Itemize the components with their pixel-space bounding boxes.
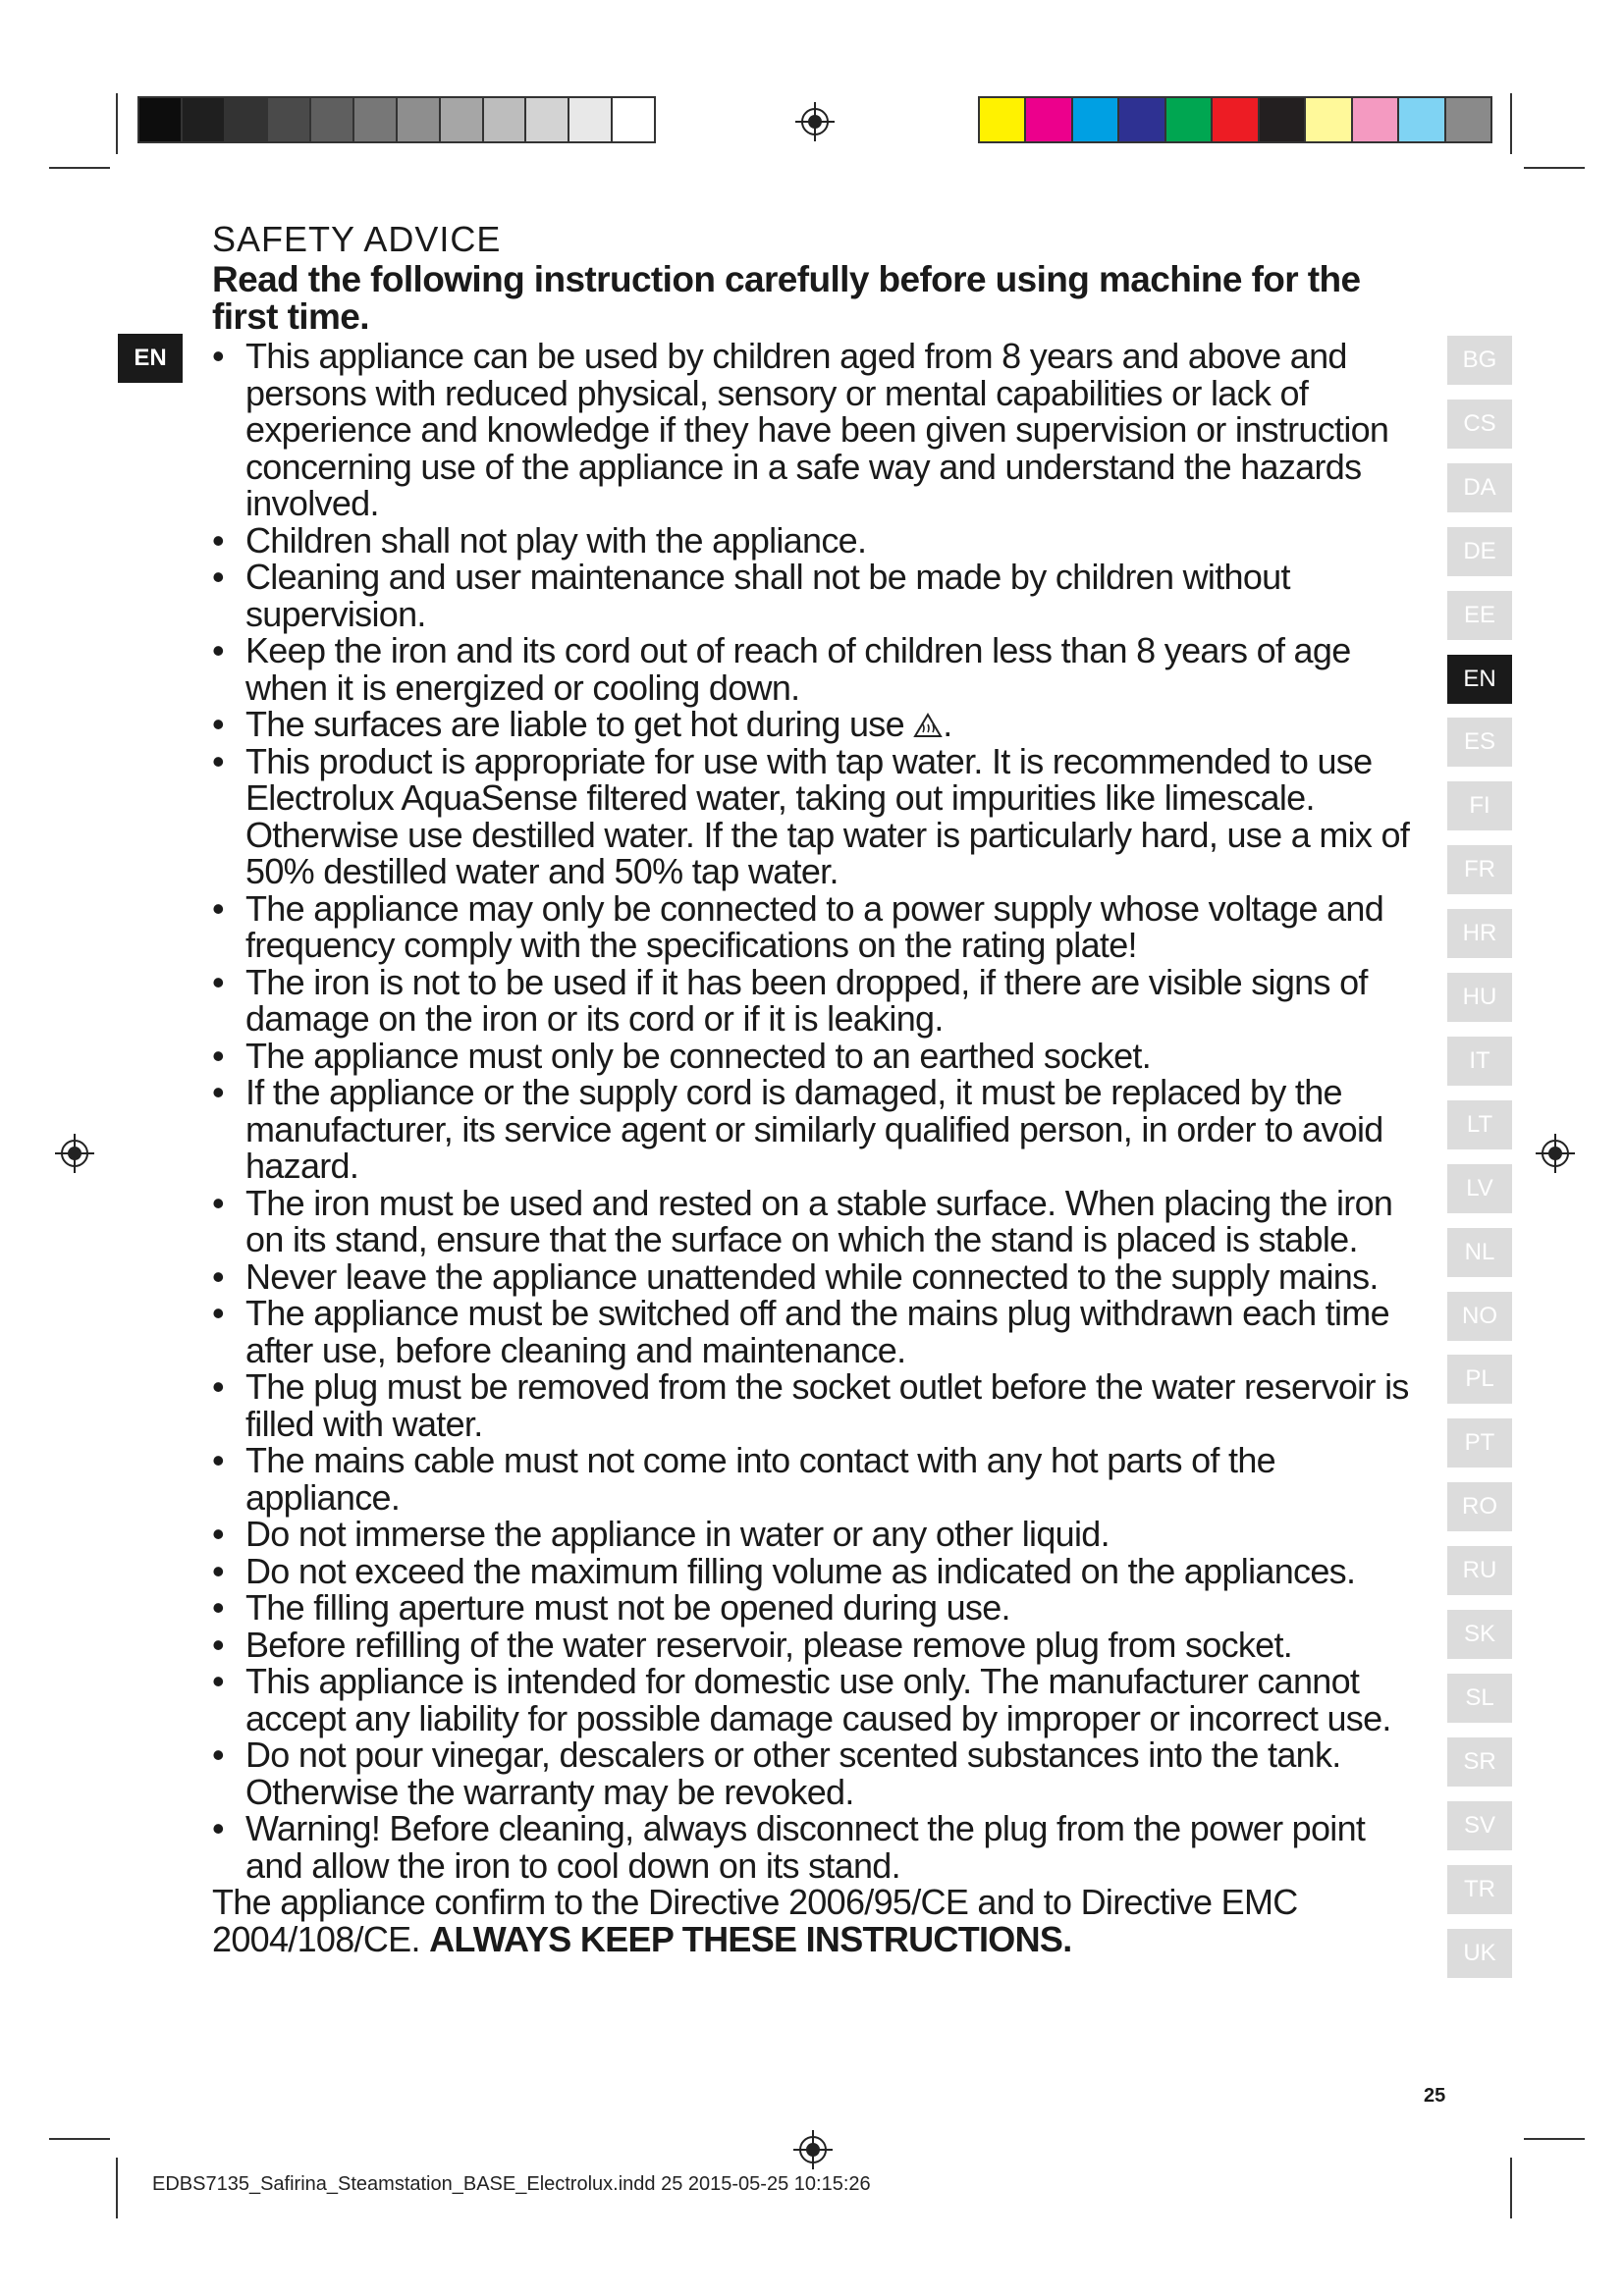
- language-tab-ru: RU: [1447, 1546, 1512, 1595]
- crop-mark: [1524, 2138, 1585, 2140]
- list-item: • The appliance must only be connected to an earthed socket.: [212, 1038, 1430, 1075]
- list-item: • The appliance must be switched off and the mains plug withdrawn each time after use, before cleaning and maintenance.: [212, 1295, 1430, 1368]
- list-item: • The plug must be removed from the socket outlet before the water reservoir is filled with water.: [212, 1368, 1430, 1442]
- language-tab-de: DE: [1447, 527, 1512, 576]
- list-item: • The mains cable must not come into contact with any hot parts of the appliance.: [212, 1442, 1430, 1516]
- language-tab-es: ES: [1447, 718, 1512, 767]
- language-tab-no: NO: [1447, 1292, 1512, 1341]
- list-item: • The appliance may only be connected to a power supply whose voltage and frequency comply with the specifications on the rating plate!: [212, 890, 1430, 964]
- grayscale-swatch: [398, 98, 441, 141]
- language-tab-ee: EE: [1447, 591, 1512, 640]
- crop-mark: [1524, 167, 1585, 169]
- print-slug: [152, 2173, 871, 2196]
- language-tab-left: EN: [118, 334, 183, 383]
- list-item: • This appliance can be used by children aged from 8 years and above and persons with reduced physical, sensory or mental capabilities or lack of experience and knowledge if they have been given supervision or instruction concerning use of the appliance in a safe way and understand the hazards involved.: [212, 338, 1430, 522]
- crop-mark: [49, 167, 110, 169]
- color-swatch: [1119, 98, 1165, 141]
- language-tab-en: EN: [1447, 655, 1512, 704]
- grayscale-swatch: [268, 98, 311, 141]
- hot-surface-warning-icon: [913, 713, 943, 738]
- registration-mark-icon: [55, 1134, 94, 1173]
- crop-mark: [116, 93, 118, 154]
- registration-mark-icon: [1536, 1134, 1575, 1173]
- section-title: SAFETY ADVICE: [212, 219, 502, 259]
- language-tab-fr: FR: [1447, 845, 1512, 894]
- list-item: • This appliance is intended for domestic use only. The manufacturer cannot accept any liability for possible damage caused by improper or incorrect use.: [212, 1663, 1430, 1736]
- page-number: 25: [1424, 2085, 1446, 2107]
- list-item: • Cleaning and user maintenance shall not be made by children without supervision.: [212, 559, 1430, 632]
- language-tab-cs: CS: [1447, 400, 1512, 449]
- color-calibration-bar: [978, 96, 1492, 143]
- language-tab-lt: LT: [1447, 1100, 1512, 1149]
- crop-mark: [49, 2138, 110, 2140]
- language-tab-bg: BG: [1447, 336, 1512, 385]
- grayscale-swatch: [526, 98, 569, 141]
- color-swatch: [1026, 98, 1072, 141]
- grayscale-swatch: [311, 98, 354, 141]
- language-tab-fi: FI: [1447, 781, 1512, 830]
- list-item: • The iron is not to be used if it has been dropped, if there are visible signs of damage on the iron or its cord or if it is leaking.: [212, 964, 1430, 1038]
- color-swatch: [1306, 98, 1352, 141]
- color-swatch: [1353, 98, 1399, 141]
- language-tab-sk: SK: [1447, 1610, 1512, 1659]
- grayscale-swatch: [441, 98, 484, 141]
- language-tab-pt: PT: [1447, 1418, 1512, 1468]
- grayscale-swatch: [354, 98, 398, 141]
- color-swatch: [1446, 98, 1490, 141]
- language-tab-uk: UK: [1447, 1929, 1512, 1978]
- directive-text: The appliance confirm to the Directive 2006/95/CE and to Directive EMC 2004/108/CE.: [212, 1882, 1298, 1959]
- directive-note: [212, 1884, 1430, 1957]
- language-tab-sv: SV: [1447, 1801, 1512, 1850]
- color-swatch: [980, 98, 1026, 141]
- language-tab-sr: SR: [1447, 1737, 1512, 1787]
- list-item: • The filling aperture must not be opened during use.: [212, 1589, 1430, 1627]
- list-item-surfaces: [212, 706, 1430, 743]
- slug-date: 2015-05-25 10:15:26: [687, 2173, 871, 2195]
- language-tab-ro: RO: [1447, 1482, 1512, 1531]
- grayscale-swatch: [226, 98, 269, 141]
- language-tab-hu: HU: [1447, 973, 1512, 1022]
- intro-instruction: Read the following instruction carefully before using machine for the first time.: [212, 259, 1361, 337]
- color-swatch: [1260, 98, 1306, 141]
- list-item: • Children shall not play with the appliance.: [212, 522, 1430, 560]
- list-item-text: The surfaces are liable to get hot during use: [245, 704, 904, 744]
- color-swatch: [1166, 98, 1213, 141]
- list-item: • Never leave the appliance unattended while connected to the supply mains.: [212, 1258, 1430, 1296]
- grayscale-swatch: [183, 98, 226, 141]
- color-swatch: [1399, 98, 1445, 141]
- language-tab-lv: LV: [1447, 1164, 1512, 1213]
- language-tab-it: IT: [1447, 1037, 1512, 1086]
- grayscale-swatch: [613, 98, 654, 141]
- keep-instructions: ALWAYS KEEP THESE INSTRUCTIONS.: [429, 1918, 1072, 1959]
- safety-advice-section: [212, 220, 1430, 1957]
- registration-mark-icon: [795, 102, 835, 141]
- language-tab-pl: PL: [1447, 1355, 1512, 1404]
- language-tab-hr: HR: [1447, 909, 1512, 958]
- color-swatch: [1073, 98, 1119, 141]
- slug-file: EDBS7135_Safirina_Steamstation_BASE_Electrolux.indd 25: [152, 2173, 683, 2195]
- grayscale-swatch: [484, 98, 527, 141]
- list-item-end: .: [943, 704, 952, 744]
- list-item: • Do not pour vinegar, descalers or other scented substances into the tank. Otherwise the warranty may be revoked.: [212, 1736, 1430, 1810]
- safety-list: [212, 338, 1430, 1884]
- list-item: • This product is appropriate for use with tap water. It is recommended to use Electrolux AquaSense filtered water, taking out impurities like limescale. Otherwise use destilled water. If the tap water is particularly hard, use a mix of 50% destilled water and 50% tap water.: [212, 743, 1430, 890]
- list-item: • If the appliance or the supply cord is damaged, it must be replaced by the manufacturer, its service agent or similarly qualified person, in order to avoid hazard.: [212, 1074, 1430, 1185]
- list-item: • Do not exceed the maximum filling volume as indicated on the appliances.: [212, 1553, 1430, 1590]
- language-tab-da: DA: [1447, 463, 1512, 512]
- crop-mark: [1510, 93, 1512, 154]
- list-item: • Keep the iron and its cord out of reach of children less than 8 years of age when it is energized or cooling down.: [212, 632, 1430, 706]
- list-item: • Before refilling of the water reservoir, please remove plug from socket.: [212, 1627, 1430, 1664]
- language-tab-tr: TR: [1447, 1865, 1512, 1914]
- language-tab-sl: SL: [1447, 1674, 1512, 1723]
- crop-mark: [1510, 2158, 1512, 2218]
- grayscale-swatch: [569, 98, 613, 141]
- color-swatch: [1213, 98, 1259, 141]
- list-item: • Do not immerse the appliance in water or any other liquid.: [212, 1516, 1430, 1553]
- crop-mark: [116, 2158, 118, 2218]
- language-tab-nl: NL: [1447, 1228, 1512, 1277]
- grayscale-swatch: [139, 98, 183, 141]
- list-item: • The iron must be used and rested on a stable surface. When placing the iron on its stand, ensure that the surface on which the stand is placed is stable.: [212, 1185, 1430, 1258]
- list-item: • Warning! Before cleaning, always disconnect the plug from the power point and allow the iron to cool down on its stand.: [212, 1810, 1430, 1884]
- grayscale-calibration-bar: [137, 96, 656, 143]
- registration-mark-icon: [793, 2130, 833, 2169]
